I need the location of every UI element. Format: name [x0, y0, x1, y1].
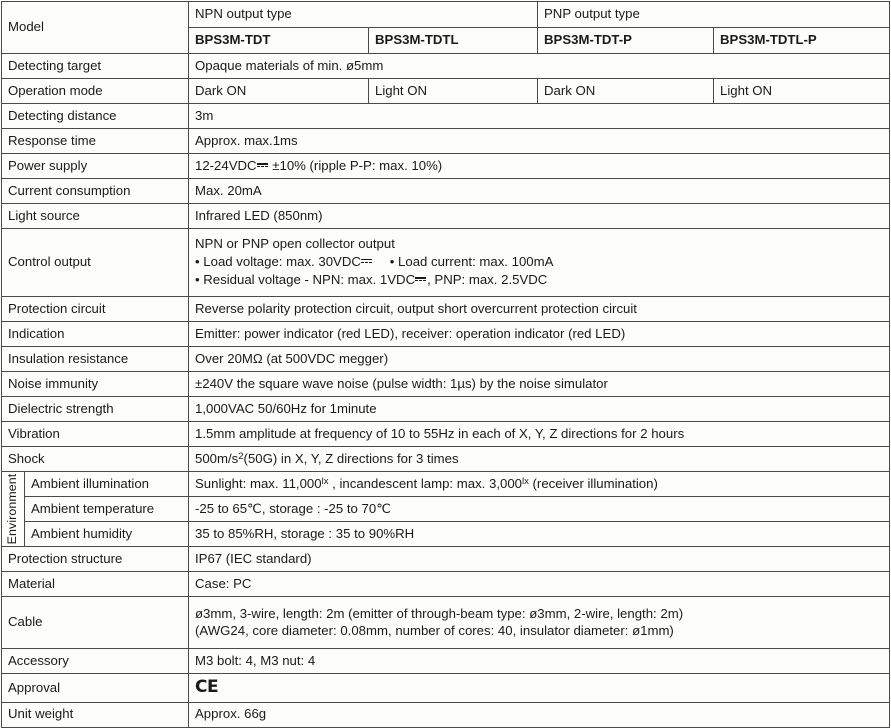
row-label-noise-immunity: Noise immunity: [2, 372, 189, 397]
row-label-current-consumption: Current consumption: [2, 179, 189, 204]
group-header-pnp: PNP output type: [538, 2, 890, 28]
model-name-1: BPS3M-TDT: [189, 28, 369, 54]
model-name-4: BPS3M-TDTL-P: [714, 28, 890, 54]
table-row-material: [2, 572, 890, 597]
row-value-insulation-resistance: Over 20MΩ (at 500VDC megger): [189, 347, 890, 372]
row-value-detecting-distance: 3m: [189, 104, 890, 129]
table-row-light-source: [2, 204, 890, 229]
model-name-3: BPS3M-TDT-P: [538, 28, 714, 54]
row-label-control-output: Control output: [2, 229, 189, 297]
row-label-ambient-illumination: Ambient illumination: [25, 472, 189, 497]
table-row-protection-circuit: [2, 297, 890, 322]
operation-mode-value-3: Dark ON: [538, 79, 714, 104]
table-row-insulation-resistance: [2, 347, 890, 372]
table-row-shock: [2, 447, 890, 472]
table-row-accessory: [2, 649, 890, 674]
table-row-cable: [2, 597, 890, 649]
control-output-line-1: NPN or PNP open collector output: [195, 236, 395, 252]
row-value-ambient-humidity: 35 to 85%RH, storage : 35 to 90%RH: [189, 522, 890, 547]
row-label-vibration: Vibration: [2, 422, 189, 447]
row-label-detecting-target: Detecting target: [2, 54, 189, 79]
table-row-indication: [2, 322, 890, 347]
group-label-environment: [2, 472, 25, 547]
row-label-detecting-distance: Detecting distance: [2, 104, 189, 129]
ce-mark-icon: CE: [195, 677, 219, 698]
table-row-unit-weight: [2, 702, 890, 727]
dc-symbol-icon: [415, 271, 426, 284]
row-value-shock: $500m/s^2(50G)$ in X, Y, Z directions for 3 times: [189, 447, 890, 472]
cable-line-1: ø3mm, 3-wire, length: 2m (emitter of through-beam type: ø3mm, 2-wire, length: 2m): [195, 605, 684, 621]
table-row-ambient-illumination: [2, 472, 890, 497]
row-value-accessory: M3 bolt: 4, M3 nut: 4: [189, 649, 890, 674]
row-label-cable: Cable: [2, 597, 189, 649]
row-value-unit-weight: Approx. 66g: [189, 702, 890, 727]
table-row-control-output: [2, 229, 890, 297]
row-value-cable: [189, 597, 890, 649]
table-row-vibration: [2, 422, 890, 447]
table-row-protection-structure: [2, 547, 890, 572]
table-row-noise-immunity: [2, 372, 890, 397]
row-label-protection-circuit: Protection circuit: [2, 297, 189, 322]
row-label-insulation-resistance: Insulation resistance: [2, 347, 189, 372]
row-value-ambient-temperature: -25 to 65℃, storage : -25 to 70℃: [189, 497, 890, 522]
row-value-control-output: [189, 229, 890, 297]
row-label-response-time: Response time: [2, 129, 189, 154]
row-value-vibration: 1.5mm amplitude at frequency of 10 to 55Hz in each of X, Y, Z directions for 2 hours: [189, 422, 890, 447]
row-value-power-supply: [189, 154, 890, 179]
row-value-response-time: Approx. max.1ms: [189, 129, 890, 154]
row-label-light-source: Light source: [2, 204, 189, 229]
row-label-material: Material: [2, 572, 189, 597]
row-label-protection-structure: Protection structure: [2, 547, 189, 572]
group-header-npn: NPN output type: [189, 2, 538, 28]
table-row-approval: [2, 674, 890, 703]
row-label-dielectric-strength: Dielectric strength: [2, 397, 189, 422]
row-label-unit-weight: Unit weight: [2, 702, 189, 727]
row-label-operation-mode: Operation mode: [2, 79, 189, 104]
table-row-operation-mode: [2, 79, 890, 104]
control-output-line-2: • Load voltage: max. 30VDC • Load current: max. 100mA: [195, 254, 554, 270]
row-value-material: Case: PC: [189, 572, 890, 597]
operation-mode-value-1: Dark ON: [189, 79, 369, 104]
lux-unit: lx: [321, 475, 329, 487]
lux-unit: lx: [522, 475, 529, 487]
row-value-detecting-target: Opaque materials of min. ø5mm: [189, 54, 890, 79]
power-supply-tolerance: ±10% (ripple P-P: max. 10%): [268, 158, 443, 174]
environment-rotated-label: Environment: [5, 473, 20, 545]
model-name-2: BPS3M-TDTL: [369, 28, 538, 54]
table-row-ambient-temperature: [2, 497, 890, 522]
dc-symbol-icon: [257, 157, 268, 170]
specification-table: [1, 1, 890, 728]
row-label-model: Model: [2, 2, 189, 54]
table-row-detecting-target: [2, 54, 890, 79]
row-label-ambient-temperature: Ambient temperature: [25, 497, 189, 522]
table-row-detecting-distance: [2, 104, 890, 129]
table-row-dielectric-strength: [2, 397, 890, 422]
row-value-ambient-illumination: Sunlight: max. $11,000^{lx}$ , incandescent lamp: max. $3,000^{lx}$ (receiver illumination): [189, 472, 890, 497]
row-value-protection-circuit: Reverse polarity protection circuit, output short overcurrent protection circuit: [189, 297, 890, 322]
row-value-light-source: Infrared LED (850nm): [189, 204, 890, 229]
row-value-noise-immunity: ±240V the square wave noise (pulse width: 1µs) by the noise simulator: [189, 372, 890, 397]
table-row-response-time: [2, 129, 890, 154]
shock-exponent: 2: [238, 450, 244, 462]
row-value-dielectric-strength: 1,000VAC 50/60Hz for 1minute: [189, 397, 890, 422]
row-value-current-consumption: Max. 20mA: [189, 179, 890, 204]
row-label-approval: Approval: [2, 674, 189, 703]
operation-mode-value-2: Light ON: [369, 79, 538, 104]
table-row-model-group: [2, 2, 890, 28]
dc-symbol-icon: [361, 253, 372, 266]
operation-mode-value-4: Light ON: [714, 79, 890, 104]
control-output-line-3: • Residual voltage - NPN: max. 1VDC , PNP: max. 2.5VDC: [195, 272, 548, 288]
table-row-power-supply: [2, 154, 890, 179]
cable-line-2: (AWG24, core diameter: 0.08mm, number of cores: 40, insulator diameter: ø1mm): [195, 622, 674, 638]
row-label-power-supply: Power supply: [2, 154, 189, 179]
table-row-current-consumption: [2, 179, 890, 204]
power-supply-voltage: 12-24VDC: [195, 158, 257, 174]
row-label-ambient-humidity: Ambient humidity: [25, 522, 189, 547]
row-label-accessory: Accessory: [2, 649, 189, 674]
row-label-indication: Indication: [2, 322, 189, 347]
row-value-indication: Emitter: power indicator (red LED), receiver: operation indicator (red LED): [189, 322, 890, 347]
row-value-protection-structure: IP67 (IEC standard): [189, 547, 890, 572]
table-row-ambient-humidity: [2, 522, 890, 547]
row-value-approval: [189, 674, 890, 703]
row-label-shock: Shock: [2, 447, 189, 472]
